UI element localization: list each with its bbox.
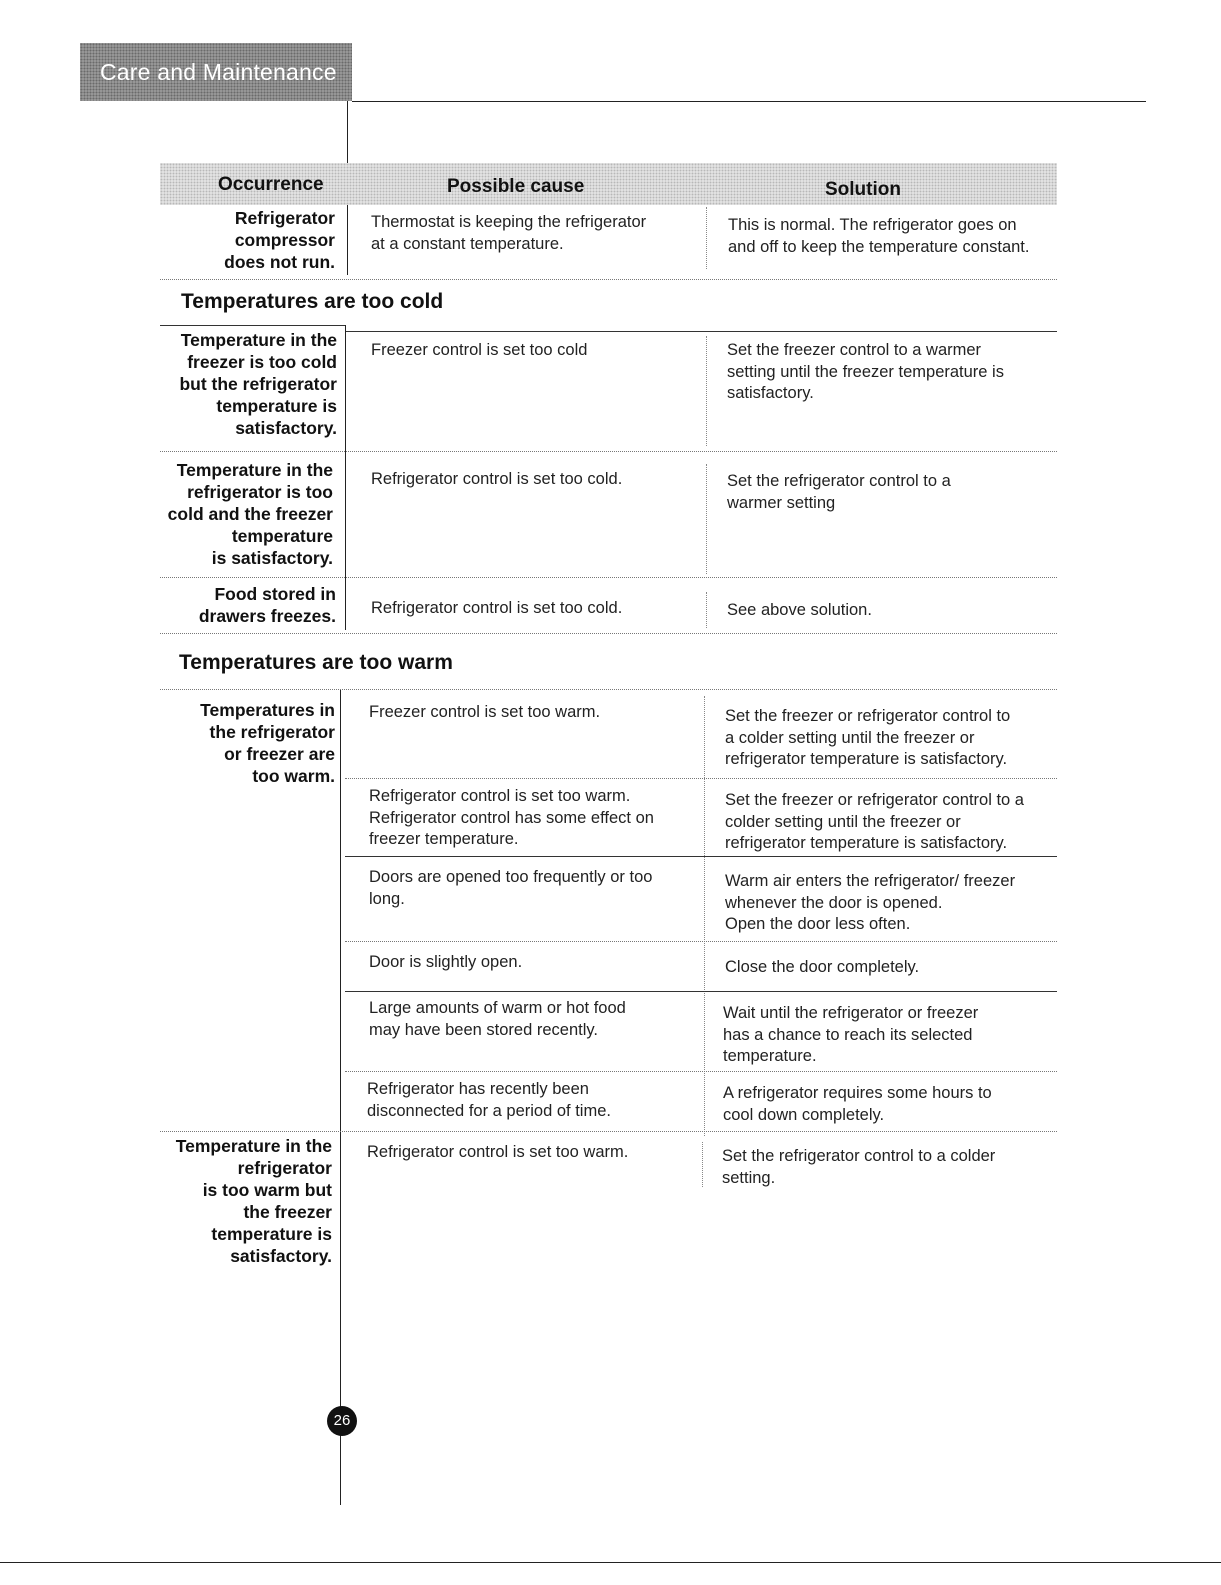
cause-refrigerator-too-cold: Refrigerator control is set too cold. bbox=[371, 470, 623, 488]
row-divider bbox=[345, 778, 1057, 779]
section-title-too-cold: Temperatures are too cold bbox=[181, 290, 444, 313]
solution-refrigerator-too-warm: Set the freezer or refrigerator control to a colder setting until the freezer or refrigerator temperature is satisfactory. bbox=[725, 791, 1024, 852]
column-header-occurrence: Occurrence bbox=[218, 174, 324, 195]
solution-freezer-too-warm: Set the freezer or refrigerator control to a colder setting until the freezer or refrigerator temperature is satisfactory. bbox=[725, 707, 1011, 768]
cause-warm-food-stored: Large amounts of warm or hot food may have been stored recently. bbox=[369, 999, 626, 1039]
column-divider bbox=[706, 207, 707, 269]
solution-door-slightly-open: Close the door completely. bbox=[725, 958, 920, 976]
occurrence-freezer-too-cold: Temperature in the freezer is too cold but the refrigerator temperature is satisfactory. bbox=[179, 330, 337, 438]
column-header-solution: Solution bbox=[825, 179, 901, 200]
row-divider bbox=[160, 325, 345, 326]
cause-compressor: Thermostat is keeping the refrigerator at a constant temperature. bbox=[371, 213, 647, 253]
row-divider bbox=[160, 279, 1057, 280]
solution-refrigerator-too-cold: Set the refrigerator control to a warmer setting bbox=[727, 472, 951, 512]
cause-door-slightly-open: Door is slightly open. bbox=[369, 953, 523, 971]
cause-doors-opened-frequently: Doors are opened too frequently or too long. bbox=[369, 868, 653, 908]
bottom-rule bbox=[0, 1562, 1221, 1563]
cause-freezer-too-cold: Freezer control is set too cold bbox=[371, 341, 588, 359]
cause-recently-disconnected: Refrigerator has recently been disconnected for a period of time. bbox=[367, 1080, 611, 1120]
row-divider bbox=[345, 941, 1057, 942]
occurrence-refrigerator-too-warm: Temperature in the refrigerator is too warm but the freezer temperature is satisfactory. bbox=[175, 1136, 332, 1266]
section-title-too-warm: Temperatures are too warm bbox=[179, 651, 453, 674]
column-divider bbox=[702, 1142, 703, 1187]
section-banner bbox=[80, 43, 352, 101]
solution-refrigerator-control-too-warm: Set the refrigerator control to a colder setting. bbox=[722, 1147, 996, 1187]
column-divider bbox=[706, 592, 707, 628]
section-banner-title: Care and Maintenance bbox=[100, 59, 337, 85]
row-divider bbox=[160, 577, 1057, 578]
occurrence-drawers-freeze: Food stored in drawers freezes. bbox=[198, 584, 336, 626]
row-divider bbox=[345, 1071, 1057, 1072]
page-number: 26 bbox=[327, 1406, 357, 1436]
column-divider bbox=[704, 696, 705, 1136]
row-divider bbox=[345, 991, 1057, 992]
column-divider bbox=[706, 336, 707, 446]
row-divider bbox=[160, 633, 1057, 634]
lower-spine-rule bbox=[340, 690, 341, 1505]
solution-warm-food-stored: Wait until the refrigerator or freezer has a chance to reach its selected temperature. bbox=[723, 1004, 979, 1065]
row-divider bbox=[160, 451, 1057, 452]
header-rule bbox=[352, 101, 1146, 102]
cause-refrigerator-too-warm: Refrigerator control is set too warm. Refrigerator control has some effect on freezer temperature. bbox=[369, 787, 654, 848]
solution-compressor: This is normal. The refrigerator goes on and off to keep the temperature constant. bbox=[728, 216, 1030, 256]
row-divider bbox=[160, 689, 1057, 690]
column-divider bbox=[706, 464, 707, 574]
column-header-possible-cause: Possible cause bbox=[447, 176, 585, 197]
column-rule bbox=[345, 325, 346, 630]
row-divider bbox=[345, 331, 1057, 332]
occurrence-refrigerator-too-cold: Temperature in the refrigerator is too cold and the freezer temperature is satisfactory. bbox=[167, 460, 333, 568]
cause-drawers-freeze: Refrigerator control is set too cold. bbox=[371, 599, 623, 617]
row-divider bbox=[160, 1131, 1057, 1132]
occurrence-compressor: Refrigerator compressor does not run. bbox=[224, 208, 335, 272]
occurrence-too-warm: Temperatures in the refrigerator or freezer are too warm. bbox=[200, 700, 335, 786]
solution-recently-disconnected: A refrigerator requires some hours to cool down completely. bbox=[723, 1084, 992, 1124]
cause-refrigerator-control-too-warm: Refrigerator control is set too warm. bbox=[367, 1143, 629, 1161]
solution-drawers-freeze: See above solution. bbox=[727, 601, 872, 619]
cause-freezer-too-warm: Freezer control is set too warm. bbox=[369, 703, 601, 721]
solution-freezer-too-cold: Set the freezer control to a warmer setting until the freezer temperature is satisfactory. bbox=[727, 341, 1004, 402]
row-divider bbox=[345, 856, 1057, 857]
solution-doors-opened-frequently: Warm air enters the refrigerator/ freezer whenever the door is opened. Open the door less often. bbox=[725, 872, 1016, 933]
